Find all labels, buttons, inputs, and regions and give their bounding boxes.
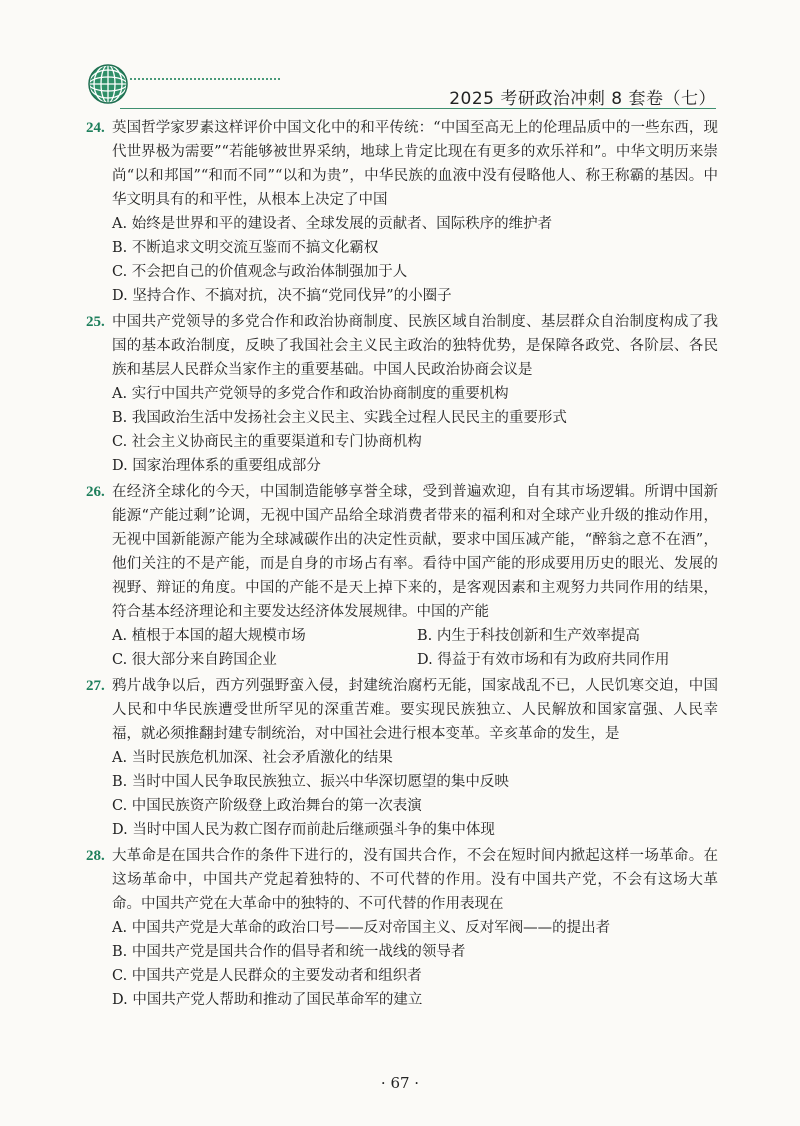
option-c: C. 中国共产党是人民群众的主要发动者和组织者	[112, 968, 422, 984]
header-rule	[120, 108, 716, 109]
question-list	[86, 116, 718, 1014]
option-d: D. 当时中国人民为救亡图存而前赴后继顽强斗争的集中体现	[112, 822, 495, 838]
option-d: D. 国家治理体系的重要组成部分	[112, 458, 321, 474]
option-b: B. 当时中国人民争取民族独立、振兴中华深切愿望的集中反映	[112, 774, 509, 790]
option-b: B. 内生于科技创新和生产效率提高	[417, 628, 640, 644]
page-title: 2025 考研政治冲刺 8 套卷（七）	[449, 89, 716, 109]
option-d: D. 坚持合作、不搞对抗，决不搞“党同伐异”的小圈子	[112, 288, 452, 304]
option-d: D. 中国共产党人帮助和推动了国民革命军的建立	[112, 992, 423, 1008]
question-number: 24.	[86, 120, 105, 136]
options	[86, 212, 718, 308]
options	[86, 624, 718, 672]
option-b: B. 不断追求文明交流互鉴而不搞文化霸权	[112, 240, 379, 256]
question-text: 英国哲学家罗素这样评价中国文化中的和平传统：“中国至高无上的伦理品质中的一些东西，现代世界极为需要”“若能够被世界采纳，地球上肯定比现在有更多的欢乐祥和”。中华文明历来崇尚“以和邦国”“和而不同”“以和为贵”，中华民族的血液中没有侵略他人、称王称霸的基因。中华文明具有的和平性，从根本上决定了中国	[112, 120, 718, 208]
options	[86, 382, 718, 478]
option-c: C. 不会把自己的价值观念与政治体制强加于人	[112, 264, 408, 280]
question-number: 25.	[86, 314, 105, 330]
option-d: D. 得益于有效市场和有为政府共同作用	[417, 652, 670, 668]
question-stem	[86, 480, 718, 624]
question-stem	[86, 310, 718, 382]
question-stem	[86, 844, 718, 916]
question-text: 中国共产党领导的多党合作和政治协商制度、民族区域自治制度、基层群众自治制度构成了我国的基本政治制度，反映了我国社会主义民主政治的独特优势，是保障各政党、各阶层、各民族和基层人民群众当家作主的重要基础。中国人民政治协商会议是	[112, 314, 718, 378]
header-dotted-line	[130, 78, 280, 80]
question-27	[86, 674, 718, 842]
option-a: A. 植根于本国的超大规模市场	[112, 628, 306, 644]
option-b: B. 我国政治生活中发扬社会主义民主、实践全过程人民民主的重要形式	[112, 410, 567, 426]
question-text: 大革命是在国共合作的条件下进行的，没有国共合作，不会在短时间内掀起这样一场革命。在这场革命中，中国共产党起着独特的、不可代替的作用。没有中国共产党，不会有这场大革命。中国共产党在大革命中的独特的、不可代替的作用表现在	[112, 848, 718, 912]
question-24	[86, 116, 718, 308]
option-a: A. 实行中国共产党领导的多党合作和政治协商制度的重要机构	[112, 386, 509, 402]
globe-icon	[86, 62, 130, 106]
question-number: 26.	[86, 484, 105, 500]
option-c: C. 很大部分来自跨国企业	[112, 652, 277, 668]
options	[86, 916, 718, 1012]
option-b: B. 中国共产党是国共合作的倡导者和统一战线的领导者	[112, 944, 466, 960]
option-c: C. 中国民族资产阶级登上政治舞台的第一次表演	[112, 798, 422, 814]
option-c: C. 社会主义协商民主的重要渠道和专门协商机构	[112, 434, 422, 450]
question-25	[86, 310, 718, 478]
question-number: 28.	[86, 848, 105, 864]
question-26	[86, 480, 718, 672]
question-text: 在经济全球化的今天，中国制造能够享誉全球，受到普遍欢迎，自有其市场逻辑。所谓中国新能源“产能过剩”论调，无视中国产品给全球消费者带来的福利和对全球产业升级的推动作用，无视中国新能源产能为全球减碳作出的决定性贡献，要求中国压减产能，“醉翁之意不在酒”，他们关注的不是产能，而是自身的市场占有率。看待中国产能的形成要用历史的眼光、发展的视野、辩证的角度。中国的产能不是天上掉下来的，是客观因素和主观努力共同作用的结果，符合基本经济理论和主要发达经济体发展规律。中国的产能	[112, 484, 718, 620]
question-stem	[86, 116, 718, 212]
question-28	[86, 844, 718, 1012]
question-text: 鸦片战争以后，西方列强野蛮入侵，封建统治腐朽无能，国家战乱不已，人民饥寒交迫，中国人民和中华民族遭受世所罕见的深重苦难。要实现民族独立、人民解放和国家富强、人民幸福，就必须推翻封建专制统治，对中国社会进行根本变革。辛亥革命的发生，是	[112, 678, 718, 742]
option-a: A. 当时民族危机加深、社会矛盾激化的结果	[112, 750, 393, 766]
option-a: A. 中国共产党是大革命的政治口号——反对帝国主义、反对军阀——的提出者	[112, 920, 611, 936]
options	[86, 746, 718, 842]
page-header	[0, 0, 800, 110]
question-number: 27.	[86, 678, 105, 694]
question-stem	[86, 674, 718, 746]
option-a: A. 始终是世界和平的建设者、全球发展的贡献者、国际秩序的维护者	[112, 216, 553, 232]
page-number: · 67 ·	[380, 1074, 420, 1092]
